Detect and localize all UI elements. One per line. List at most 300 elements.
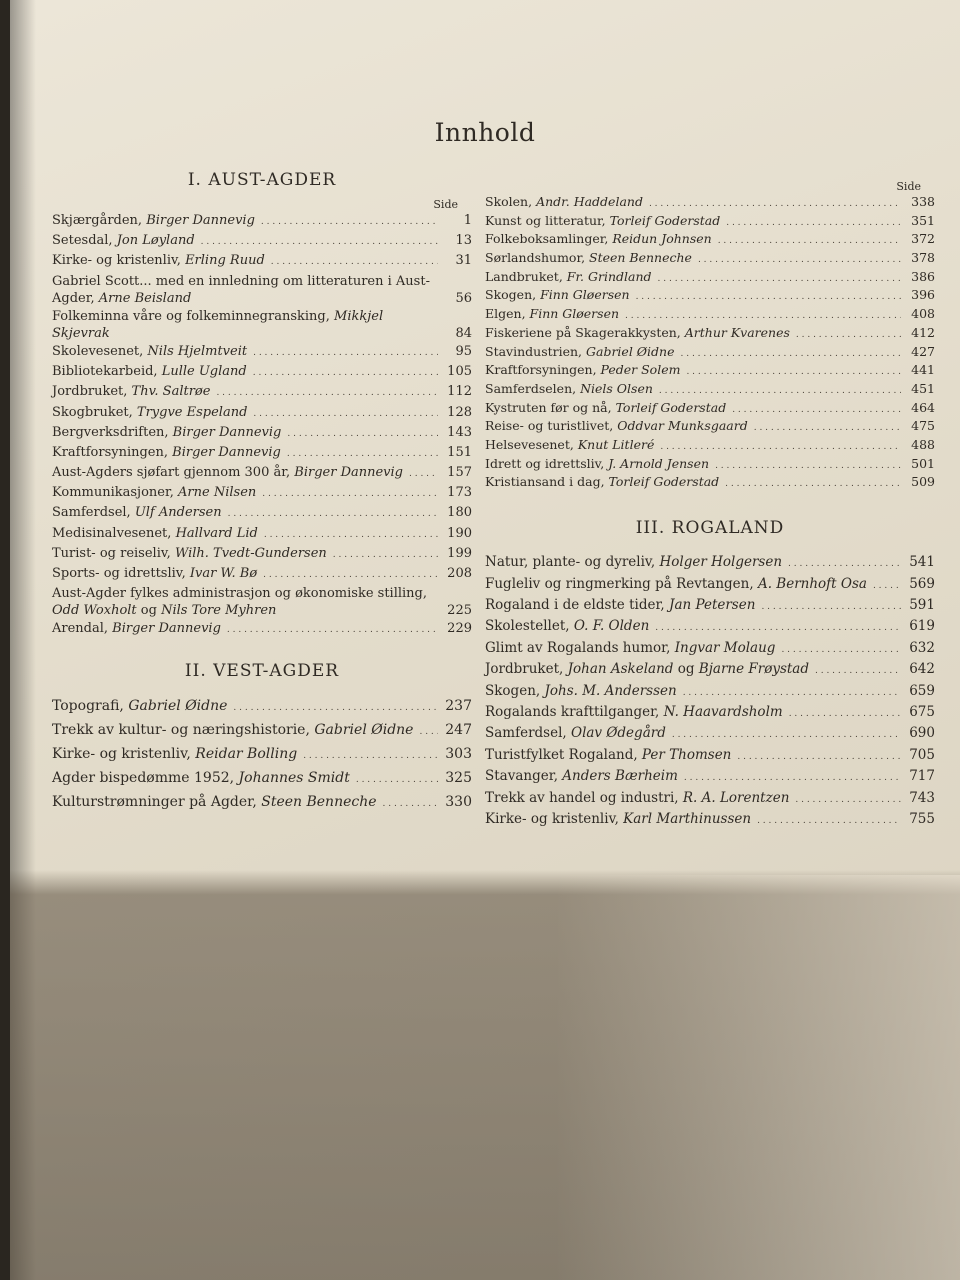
entry-page-number: 84 — [455, 325, 472, 341]
leader-dots — [227, 620, 438, 639]
entry-topic: Kunst og litteratur, — [485, 212, 610, 228]
entry-topic: Turistfylket Rogaland, — [485, 746, 642, 763]
entry-page-number: 1 — [463, 213, 472, 228]
entry-topic: Jordbruket, — [52, 384, 132, 400]
toc-entry — [52, 252, 472, 271]
entry-author: Steen Benneche — [261, 794, 377, 811]
entry-topic: Skogen, — [485, 287, 541, 303]
entry-topic: Setesdal, — [52, 233, 117, 249]
entry-page-number: 408 — [911, 306, 935, 322]
toc-list-vest-agder — [52, 697, 472, 813]
entry-topic: Kirke- og kristenliv, — [52, 253, 186, 269]
entry-author: Thv. Saltrøe — [131, 384, 211, 400]
leader-dots — [726, 213, 901, 231]
leader-dots — [725, 474, 901, 492]
entry-title — [485, 306, 619, 321]
toc-entry — [52, 404, 472, 423]
entry-author: Birger Dannevig — [172, 424, 282, 440]
entry-topic: Gabriel Scott... med en innledning om litteraturen i Aust-Agder, — [52, 273, 430, 306]
entry-page-number: 351 — [911, 212, 935, 228]
entry-page-number: 690 — [909, 725, 935, 742]
entry-author: Per Thomsen — [641, 746, 732, 763]
entry-author: Reidun Johnsen — [612, 231, 712, 247]
entry-author: Ivar W. Bø — [189, 566, 258, 581]
toc-list-aust-agder — [52, 212, 472, 639]
leader-dots — [781, 640, 901, 659]
leader-dots — [253, 363, 438, 382]
leader-dots — [732, 400, 901, 418]
entry-author: Peder Solem — [600, 362, 681, 378]
entry-page-number: 208 — [447, 566, 472, 581]
leader-dots — [681, 344, 902, 362]
entry-title — [52, 585, 436, 619]
entry-page-number: 237 — [445, 698, 472, 715]
entry-topic: Samferdsel, — [52, 505, 135, 521]
toc-entry — [52, 308, 472, 342]
entry-title — [485, 474, 719, 489]
entry-title — [52, 620, 221, 637]
entry-title — [485, 344, 675, 359]
entry-topic: Rogalands krafttilganger, — [485, 704, 664, 721]
entry-author: Karl Marthinussen — [623, 811, 752, 827]
toc-entry — [52, 212, 472, 231]
entry-title — [485, 747, 731, 764]
entry-topic: Trekk av handel og industri, — [485, 789, 683, 806]
entry-topic: Kraftforsyningen, — [52, 444, 173, 460]
toc-entry — [485, 576, 935, 595]
entry-author: Odd Woxholt — [52, 603, 137, 619]
entry-title — [485, 725, 666, 742]
toc-entry — [485, 418, 935, 436]
toc-entry — [485, 474, 935, 492]
entry-topic: Topografi, — [52, 698, 129, 715]
toc-entry — [52, 565, 472, 584]
leader-dots — [271, 252, 438, 271]
entry-page-number: 541 — [909, 554, 935, 571]
leader-dots — [788, 554, 901, 573]
entry-author: Niels Olsen — [580, 380, 653, 396]
entry-page-number: 386 — [911, 268, 935, 284]
toc-entry — [485, 683, 935, 702]
entry-author: Johannes Smidt — [238, 770, 350, 787]
leader-dots — [409, 464, 438, 483]
entry-page-number: 464 — [911, 399, 935, 415]
entry-author: Olav Ødegård — [571, 725, 666, 742]
entry-title — [485, 554, 782, 571]
entry-title — [52, 525, 258, 542]
entry-title — [485, 768, 678, 785]
entry-page-number: 95 — [455, 343, 472, 359]
leader-dots — [264, 525, 438, 544]
entry-author: Gabriel Øidne — [586, 343, 675, 359]
leader-dots — [262, 484, 438, 503]
leader-dots — [636, 287, 901, 305]
toc-entry — [485, 704, 935, 723]
entry-topic: Skolevesenet, — [52, 343, 148, 359]
toc-entry — [485, 194, 935, 212]
toc-entry — [485, 287, 935, 305]
entry-topic: Stavanger, — [485, 768, 563, 785]
light-patch — [555, 875, 960, 1280]
entry-author: Anders Bærheim — [562, 768, 678, 785]
entry-title — [485, 456, 709, 471]
toc-entry — [485, 661, 935, 680]
entry-topic: Idrett og idrettsliv, — [485, 455, 609, 471]
toc-entry — [52, 793, 472, 813]
entry-page-number: 743 — [909, 789, 935, 806]
leader-dots — [356, 769, 438, 789]
entry-page-number: 501 — [911, 455, 935, 471]
toc-list-vest-agder-cont — [485, 194, 935, 492]
entry-topic: Skogbruket, — [52, 404, 137, 420]
entry-page-number: 412 — [911, 324, 935, 340]
leader-dots — [683, 683, 901, 702]
toc-entry — [485, 269, 935, 287]
leader-dots — [718, 231, 901, 249]
leader-dots — [815, 661, 901, 680]
entry-topic: Landbruket, — [485, 268, 567, 284]
entry-title — [485, 231, 712, 246]
side-label: Side — [433, 198, 458, 211]
entry-author: Erling Ruud — [185, 253, 265, 269]
entry-title — [52, 212, 255, 229]
entry-title — [485, 400, 726, 415]
toc-entry — [485, 811, 935, 830]
leader-dots — [233, 697, 438, 717]
entry-author: Andr. Haddeland — [536, 194, 643, 209]
section-heading-aust-agder: I. AUST-AGDER — [187, 170, 337, 190]
section-heading-rogaland: III. ROGALAND — [635, 518, 785, 539]
leader-dots — [333, 545, 438, 564]
entry-page-number: 31 — [455, 253, 472, 269]
entry-page-number: 378 — [911, 250, 935, 266]
entry-title — [485, 418, 748, 433]
entry-title — [485, 381, 653, 396]
entry-title — [52, 308, 436, 342]
entry-title — [485, 250, 692, 265]
section-heading-vest-agder: II. VEST-AGDER — [184, 661, 340, 682]
entry-page-number: 190 — [447, 525, 472, 541]
entry-author: Arne Beisland — [98, 290, 192, 306]
leader-dots — [757, 811, 901, 830]
entry-page-number: 173 — [447, 485, 472, 501]
entry-topic: Kulturstrømninger på Agder, — [52, 794, 262, 811]
toc-entry — [52, 383, 472, 402]
leader-dots — [684, 768, 901, 787]
entry-page-number: 591 — [909, 597, 935, 614]
leader-dots — [754, 418, 901, 436]
toc-entry — [52, 273, 472, 307]
entry-topic: Samferdselen, — [485, 380, 581, 396]
entry-topic: Bergverksdriften, — [52, 424, 173, 440]
entry-title — [52, 793, 377, 811]
entry-author: Reidar Bolling — [195, 746, 298, 763]
leader-dots — [761, 597, 901, 616]
entry-title — [52, 721, 413, 739]
entry-author: Ingvar Molaug — [674, 639, 776, 656]
entry-page-number: 128 — [447, 404, 472, 420]
toc-entry — [485, 381, 935, 399]
entry-page-number: 569 — [909, 575, 935, 592]
entry-conjunction: og — [136, 603, 162, 619]
entry-title — [52, 343, 247, 360]
entry-topic: Kraftforsyningen, — [485, 362, 601, 378]
entry-topic: Fiskeriene på Skagerakkysten, — [485, 324, 685, 340]
leader-dots — [303, 745, 438, 765]
entry-title — [52, 769, 350, 787]
entry-title — [485, 704, 783, 721]
entry-topic: Agder bispedømme 1952, — [52, 770, 239, 787]
leader-dots — [625, 306, 901, 324]
entry-page-number: 675 — [909, 704, 935, 721]
entry-page-number: 396 — [911, 287, 935, 303]
toc-column-right — [485, 180, 935, 832]
entry-topic: Kirke- og kristenliv, — [485, 811, 624, 827]
page-title: Innhold — [434, 118, 536, 147]
toc-entry — [52, 232, 472, 251]
toc-entry — [485, 437, 935, 455]
toc-list-rogaland — [485, 554, 935, 830]
leader-dots — [216, 383, 438, 402]
toc-entry — [52, 545, 472, 564]
entry-topic: Samferdsel, — [485, 725, 571, 742]
entry-author: Torleif Goderstad — [608, 474, 720, 490]
entry-page-number: 199 — [447, 545, 472, 561]
toc-entry — [52, 464, 472, 483]
entry-page-number: 143 — [447, 424, 472, 440]
entry-title — [485, 618, 649, 635]
entry-page-number: 229 — [447, 621, 472, 637]
entry-page-number: 338 — [911, 194, 935, 209]
leader-dots — [649, 194, 901, 212]
entry-title — [52, 565, 257, 582]
toc-entry — [485, 250, 935, 268]
entry-title — [485, 213, 720, 228]
leader-dots — [419, 721, 438, 741]
entry-title — [485, 640, 775, 657]
toc-entry — [52, 620, 472, 639]
entry-page-number: 247 — [445, 722, 472, 739]
entry-topic: Sports- og idrettsliv, — [52, 566, 190, 581]
entry-page-number: 151 — [447, 444, 472, 460]
entry-topic: Sørlandshumor, — [485, 250, 590, 266]
entry-page-number: 705 — [909, 746, 935, 763]
entry-title — [485, 325, 790, 340]
entry-author: Lulle Ugland — [161, 364, 247, 380]
entry-title — [52, 697, 227, 715]
toc-entry — [485, 597, 935, 616]
entry-topic: Turist- og reiseliv, — [52, 545, 175, 561]
entry-page-number: 509 — [911, 474, 935, 490]
leader-dots — [383, 793, 438, 813]
entry-author: N. Haavardsholm — [663, 704, 783, 721]
entry-page-number: 325 — [445, 770, 472, 787]
entry-topic: Reise- og turistlivet, — [485, 418, 618, 434]
leader-dots — [659, 381, 901, 399]
entry-page-number: 180 — [447, 505, 472, 521]
entry-title — [52, 464, 403, 481]
entry-title — [52, 273, 436, 307]
toc-entry — [485, 618, 935, 637]
entry-author: Holger Holgersen — [659, 554, 783, 571]
toc-entry — [485, 747, 935, 766]
entry-title — [485, 362, 680, 377]
toc-entry — [52, 424, 472, 443]
entry-page-number: 475 — [911, 418, 935, 434]
entry-topic: Rogaland i de eldste tider, — [485, 597, 670, 614]
entry-author: Finn Gløersen — [540, 287, 630, 303]
toc-column-left — [52, 170, 472, 817]
entry-topic: Fugleliv og ringmerking på Revtangen, — [485, 575, 758, 592]
entry-title — [52, 504, 222, 521]
leader-dots — [658, 269, 901, 287]
entry-page-number: 717 — [909, 768, 935, 785]
leader-dots — [737, 747, 901, 766]
toc-entry — [52, 745, 472, 765]
entry-topic: Elgen, — [485, 306, 530, 322]
entry-title — [485, 811, 751, 828]
entry-title — [485, 576, 867, 593]
toc-entry — [485, 790, 935, 809]
entry-title — [52, 232, 195, 249]
entry-page-number: 619 — [909, 618, 935, 635]
entry-author: Arne Nilsen — [178, 485, 257, 501]
entry-title — [52, 444, 281, 461]
entry-page-number: 303 — [445, 746, 472, 763]
entry-title — [52, 404, 247, 421]
entry-page-number: 330 — [445, 794, 472, 811]
entry-page-number: 659 — [909, 682, 935, 699]
toc-entry — [52, 697, 472, 717]
entry-topic: Jordbruket, — [485, 661, 568, 678]
entry-topic: Skogen, — [485, 682, 545, 699]
entry-conjunction: og — [673, 661, 699, 678]
toc-entry — [52, 585, 472, 619]
entry-page-number: 112 — [447, 384, 472, 400]
toc-entry — [485, 400, 935, 418]
entry-topic: Skjærgården, — [52, 213, 147, 228]
entry-author: Torleif Goderstad — [609, 212, 721, 228]
entry-author-2: Nils Tore Myhren — [161, 603, 277, 619]
entry-topic: Medisinalvesenet, — [52, 525, 176, 541]
entry-topic: Glimt av Rogalands humor, — [485, 639, 675, 656]
leader-dots — [263, 565, 438, 584]
entry-title — [485, 661, 809, 678]
entry-author: Jan Petersen — [669, 597, 756, 614]
entry-author: Johan Askeland — [567, 661, 674, 678]
entry-topic: Kommunikasjoner, — [52, 485, 179, 501]
leader-dots — [253, 404, 438, 423]
entry-author: Hallvard Lid — [175, 525, 258, 541]
entry-author: Birger Dannevig — [294, 465, 404, 481]
entry-author: Finn Gløersen — [529, 306, 620, 322]
entry-page-number: 642 — [909, 661, 935, 678]
entry-title — [485, 790, 789, 807]
entry-author-2: Bjarne Frøystad — [698, 661, 809, 678]
entry-title — [485, 287, 630, 302]
entry-page-number: 157 — [447, 465, 472, 481]
leader-dots — [201, 232, 438, 251]
leader-dots — [698, 250, 901, 268]
leader-dots — [686, 362, 901, 380]
entry-author: Oddvar Munksgaard — [617, 418, 748, 434]
entry-author: Gabriel Øidne — [128, 698, 228, 715]
toc-entry — [52, 721, 472, 741]
side-label-right: Side — [896, 180, 921, 193]
entry-topic: Helsevesenet, — [485, 436, 578, 452]
toc-entry — [485, 362, 935, 380]
leader-dots — [253, 343, 438, 362]
leader-dots — [261, 212, 438, 231]
leader-dots — [660, 437, 901, 455]
entry-topic: Folkeboksamlinger, — [485, 231, 613, 247]
leader-dots — [789, 704, 901, 723]
entry-title — [52, 424, 281, 441]
entry-author: Gabriel Øidne — [314, 722, 414, 739]
leader-dots — [655, 618, 901, 637]
entry-topic: Natur, plante- og dyreliv, — [485, 554, 660, 571]
entry-topic: Arendal, — [52, 621, 113, 637]
entry-author: Birger Dannevig — [112, 621, 221, 637]
toc-entry — [485, 231, 935, 249]
entry-author: Johs. M. Anderssen — [544, 682, 677, 699]
entry-author: Wilh. Tvedt-Gundersen — [174, 545, 327, 561]
entry-title — [52, 545, 327, 562]
toc-entry — [52, 484, 472, 503]
entry-page-number: 755 — [909, 811, 935, 827]
toc-entry — [52, 504, 472, 523]
entry-page-number: 451 — [911, 380, 935, 396]
entry-page-number: 225 — [447, 603, 472, 619]
entry-page-number: 13 — [455, 233, 472, 249]
entry-author: Torleif Goderstad — [615, 399, 727, 415]
entry-author: O. F. Olden — [573, 618, 650, 635]
leader-dots — [795, 790, 901, 809]
entry-title — [485, 194, 643, 209]
entry-author: Knut Litleré — [577, 436, 655, 452]
leader-dots — [873, 576, 901, 595]
entry-page-number: 372 — [911, 231, 935, 247]
entry-title — [52, 383, 210, 400]
entry-topic: Kystruten før og nå, — [485, 399, 616, 415]
entry-title — [485, 269, 652, 284]
entry-topic: Trekk av kultur- og næringshistorie, — [52, 722, 315, 739]
entry-author: Nils Hjelmtveit — [147, 343, 248, 359]
entry-title — [52, 252, 265, 269]
entry-title — [485, 683, 677, 700]
entry-author: Jon Løyland — [116, 233, 195, 249]
entry-page-number: 441 — [911, 362, 935, 378]
toc-entry — [485, 325, 935, 343]
entry-topic: Aust-Agder fylkes administrasjon og økonomiske stilling, — [52, 586, 428, 602]
entry-author: Birger Dannevig — [172, 444, 281, 460]
toc-entry — [52, 444, 472, 463]
entry-author: Steen Benneche — [589, 250, 692, 266]
leader-dots — [672, 725, 901, 744]
entry-author: Fr. Grindland — [566, 268, 652, 284]
entry-author: Mikkjel Skjevrak — [52, 308, 384, 341]
entry-author: Arthur Kvarenes — [684, 324, 790, 340]
leader-dots — [287, 424, 438, 443]
toc-entry — [485, 640, 935, 659]
entry-page-number: 427 — [911, 343, 935, 359]
leader-dots — [796, 325, 901, 343]
toc-entry — [52, 769, 472, 789]
entry-page-number: 632 — [909, 639, 935, 656]
entry-topic: Kirke- og kristenliv, — [52, 746, 196, 763]
toc-entry — [485, 213, 935, 231]
entry-topic: Bibliotekarbeid, — [52, 364, 162, 380]
